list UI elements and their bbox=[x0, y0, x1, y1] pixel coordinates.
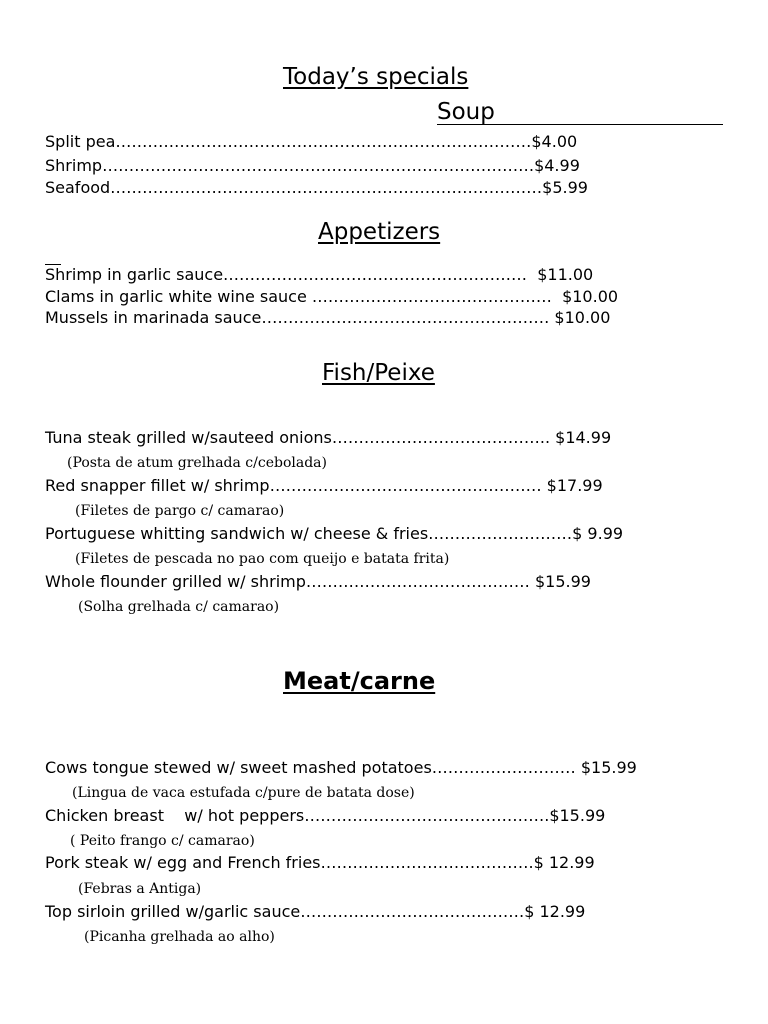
menu-item-shrimp-garlic: Shrimp in garlic sauce………………………………………………… $11.00 bbox=[45, 265, 594, 284]
menu-item-flounder: Whole flounder grilled w/ shrimp…………………………………… $15.99 bbox=[45, 572, 591, 591]
menu-item-red-snapper: Red snapper fillet w/ shrimp…………………………………………… $17.99 bbox=[45, 476, 603, 495]
menu-item-shrimp-soup: Shrimp………………………………………………………………………$4.99 bbox=[45, 156, 580, 175]
menu-item-chicken-breast: Chicken breast w/ hot peppers……………………………………….$15.99 bbox=[45, 806, 606, 825]
menu-item-cows-tongue: Cows tongue stewed w/ sweet mashed potatoes……………………… $15.99 bbox=[45, 758, 637, 777]
meat-heading: Meat/carne bbox=[283, 667, 436, 695]
menu-item-top-sirloin-translation: (Picanha grelhada ao alho) bbox=[84, 929, 275, 945]
soup-heading: Soup bbox=[437, 99, 495, 125]
fish-heading: Fish/Peixe bbox=[322, 360, 435, 386]
menu-item-top-sirloin: Top sirloin grilled w/garlic sauce……………………………………$ 12.99 bbox=[45, 902, 586, 921]
menu-item-tuna: Tuna steak grilled w/sauteed onions………………………………….. $14.99 bbox=[45, 428, 612, 447]
menu-item-flounder-translation: (Solha grelhada c/ camarao) bbox=[78, 599, 280, 615]
appetizers-heading: Appetizers bbox=[318, 219, 441, 245]
menu-item-pork-steak-translation: (Febras a Antiga) bbox=[78, 881, 202, 897]
menu-item-chicken-breast-translation: ( Peito frango c/ camarao) bbox=[70, 833, 255, 849]
menu-item-whitting-sandwich: Portuguese whitting sandwich w/ cheese & fries………………………$ 9.99 bbox=[45, 524, 624, 543]
menu-item-pork-steak: Pork steak w/ egg and French fries………………………………….$ 12.99 bbox=[45, 853, 595, 872]
menu-item-tuna-translation: (Posta de atum grelhada c/cebolada) bbox=[67, 455, 327, 471]
menu-item-whitting-sandwich-translation: (Filetes de pescada no pao com queijo e batata frita) bbox=[75, 551, 450, 567]
menu-item-red-snapper-translation: (Filetes de pargo c/ camarao) bbox=[75, 503, 285, 519]
soup-heading-rule bbox=[437, 124, 723, 125]
menu-item-seafood-soup: Seafood………………………………………………………………………$5.99 bbox=[45, 178, 588, 197]
menu-item-clams: Clams in garlic white wine sauce ……………………………………… $10.00 bbox=[45, 287, 619, 306]
menu-item-mussels: Mussels in marinada sauce……………………………………………… $10.00 bbox=[45, 308, 611, 327]
menu-item-cows-tongue-translation: (Lingua de vaca estufada c/pure de batata dose) bbox=[72, 785, 415, 801]
menu-item-split-pea: Split pea……………………………………………………………………$4.00 bbox=[45, 132, 578, 151]
page-title: Today’s specials bbox=[283, 64, 469, 90]
